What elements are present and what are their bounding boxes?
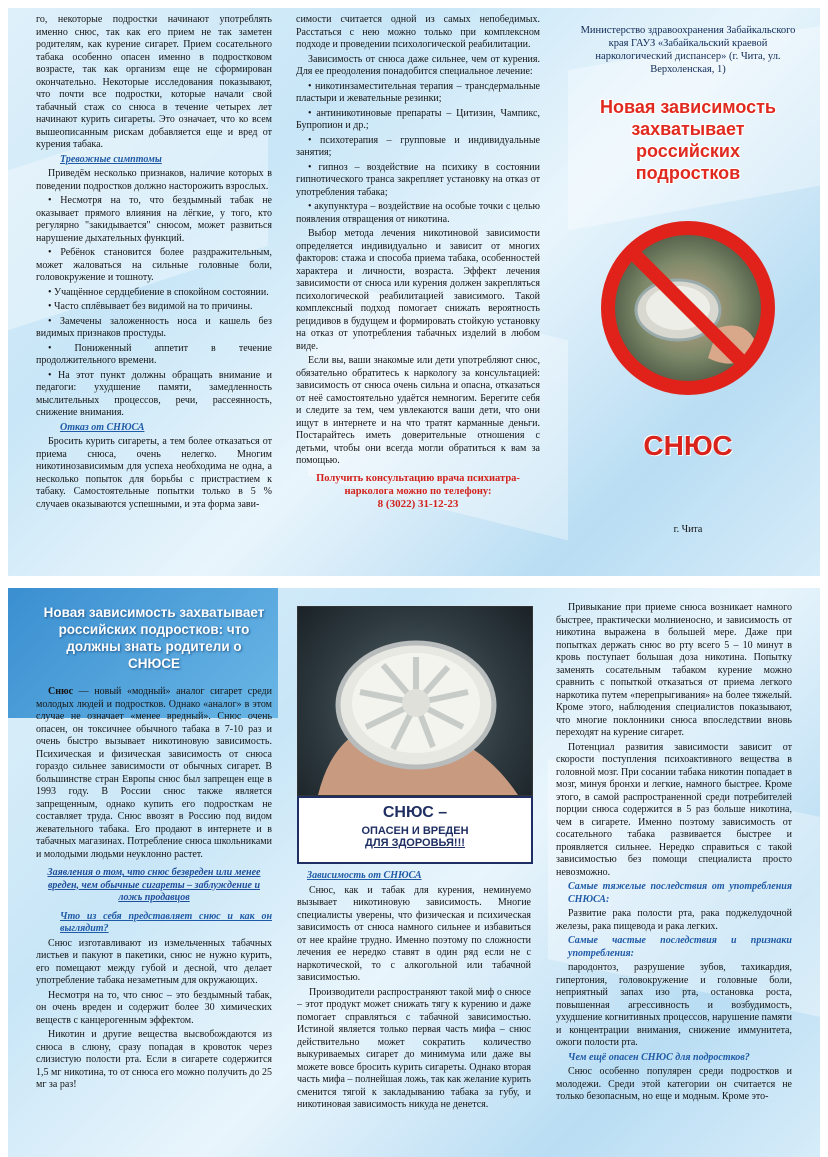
- panel-symptoms: [36, 14, 272, 576]
- paragraph: Выбор метода лечения никотиновой зависимости определяется индивидуально и зависит от многих факторов: стажа и способа приема табака, особенностей характера и личности, возраста. Эффект лечения зависимости от снюса или курения должен закрепляться психологической реабилитацией зависимого. Такой комплексный подход помогает снижать вероятность рецидивов в будущем и формировать стойкую установку на отказ от употребления табачных изделий в любом виде.: [296, 228, 540, 352]
- paragraph: Зависимость от снюса даже сильнее, чем от курения. Для ее преодоления понадобится специальное лечение:: [296, 53, 540, 77]
- snus-tin-photo: [297, 606, 533, 796]
- list-item: • гипноз – воздействие на психику в состоянии гипнотического транса закрепляет установку на отказ от употребления табака;: [296, 161, 540, 198]
- heading-frequent: Самые частые последствия и признаки употребления:: [568, 935, 792, 959]
- list-item: • На этот пункт должны обращать внимание и педагоги: ухудшение памяти, замедленность мыслительных процессов, речи, рассеянность, снижение внимания.: [36, 369, 272, 418]
- warning-line: ОПАСЕН И ВРЕДЕН: [361, 825, 469, 837]
- list-item: • психотерапия – групповые и индивидуальные занятия;: [296, 134, 540, 158]
- paragraph: Производители распространяют такой миф о снюсе – этот продукт может снижать тягу к курению и даже помогает справляться с табачной зависимостью. Истиной является только первая часть мифа – снюс действительно может сократить количество выкуриваемых сигарет до минимума или даже вы можете вовсе бросить курить сигареты. Однако вторая часть мифа – полнейшая ложь, так как желание курить сменится тягой к закладыванию табака за губу, и никотиновая зависимость никуда не денется.: [297, 986, 531, 1110]
- paragraph: Снюс, как и табак для курения, неминуемо вызывает никотиновую зависимость. Многие специалисты уверены, что физическая и психическая зависимость от снюса намного сильнее и избавиться от нее крайне трудно. Именно поэтому по сложности лечения ее нередко ставят в один ряд если не с наркотической, то с алкогольной или табачной зависимостью.: [297, 884, 531, 983]
- list-item: • Пониженный аппетит в течение продолжительного времени.: [36, 342, 272, 366]
- inside-title: Новая зависимость захватывает российских подростков: что должны знать родители о СНЮСЕ: [43, 605, 265, 671]
- panel-dependence: [297, 868, 531, 1157]
- brochure-inside-sheet: [8, 588, 820, 1157]
- list-item: • никотинзаместительная терапия – трансдермальные пластыри и жевательные резинки;: [296, 80, 540, 104]
- paragraph: Снюс особенно популярен среди подростков и молодежи. Среди этой категории он считается не только безопасным, но еще и модным. Кроме это-: [556, 1066, 792, 1102]
- snus-heading: СНЮС: [643, 430, 733, 461]
- heading-dependence: Зависимость от СНЮСА: [307, 870, 422, 881]
- warning-line: ДЛЯ ЗДОРОВЬЯ!!!: [365, 837, 465, 849]
- paragraph: Бросить курить сигареты, а тем более отказаться от приема снюса, очень нелегко. Многим никотинозависимым для успеха необходима не одна, а несколько попыток для борьбы с пристрастием к табаку. Самостоятельные попытки только в 5 % случаев оказываются успешными, и эта форма зави-: [36, 436, 272, 510]
- panel-treatment: [296, 14, 540, 576]
- heading-teen-danger: Чем ещё опасен СНЮС для подростков?: [568, 1051, 750, 1063]
- heading-refusal: Отказ от СНЮСА: [60, 421, 145, 433]
- list-item: • Ребёнок становится более раздражительным, может жаловаться на сильные головные боли, головокружение и тошноту.: [36, 247, 272, 283]
- list-item: • акупунктура – воздействие на особые точки с целью появления отвращения от никотина.: [296, 201, 540, 225]
- phone-number: 8 (3022) 31-12-23: [377, 497, 459, 510]
- list-item: • Замечены заложенность носа и кашель без видимых признаков простуды.: [36, 315, 272, 339]
- panel-intro: [36, 588, 272, 1157]
- heading-what-is: Что из себя представляет снюс и как он выглядит?: [60, 910, 272, 934]
- term-snus: Снюс: [48, 686, 74, 697]
- paragraph: — новый «модный» аналог сигарет среди молодых людей и подростков. Однако «аналог» в этом случае не означает «менее вредный». Снюс очень опасен, он токсичнее обычного табака в 7-10 раз и очень быстро вызывает никотиновую зависимость. Психическая и физическая зависимость от снюса гораздо сильнее зависимости от обычных сигарет. В большинстве стран Европы снюс был запрещен еще в 1993 году. В России снюс также является запрещенным, однако купить его подросткам не составляет труда. Снюс ввозят в Россию под видом жевательного табака. Его продают в интернете и в табачных магазинах. Потребление снюса школьниками и молодыми людьми неуклонно растет.: [36, 686, 272, 860]
- paragraph: Привыкание при приеме снюса возникает намного быстрее, практически молниеносно, и зависимость от никотина выражена в большей мере. Даже при попытках держать снюс во рту всего 5 – 10 минут в кровь поступает большая доза никотина. Попытку заменять сосательным табаком курение можно сравнить с попыткой отказаться от приема легкого наркотика путем «перепрыгивания» на более тяжелый. Кроме этого, наблюдения специалистов показывают, что многие поклонники снюса впоследствии вновь переходят на курение сигарет.: [556, 602, 792, 738]
- ministry-header: Министерство здравоохранения Забайкальского края ГАУЗ «Забайкальский краевой наркологический диспансер» (г. Чита, ул. Верхоленская, 1): [580, 25, 796, 75]
- consultation-text: Получить консультацию врача психиатра-нарколога можно по телефону:: [316, 472, 520, 497]
- list-item: • Учащённое сердцебиение в спокойном состоянии.: [48, 286, 269, 298]
- brochure-outside-sheet: [8, 8, 820, 576]
- panel-cover: [556, 8, 820, 576]
- list-item: • Несмотря на то, что бездымный табак не оказывает прямого влияния на лёгкие, у того, кто регулярно "закидывается" снюсом, может развиться нарушение дыхательных функций.: [36, 195, 272, 244]
- paragraph: го, некоторые подростки начинают употреблять именно снюс, так как его прием не так заметен родителям, как курение сигарет. Прием сосательного табака особенно опасен именно в подростковом возрасте, так как организм еще не сформирован окончательно. Некоторые исследования показывают, что почти все подростки, которые начали свой табачный стаж со снюса в течение четырех лет начинают курить сигареты. Это означает, что ко всем вышеописанным рискам добавляется еще и вред от курения табака.: [36, 14, 272, 150]
- heading-symptoms: Тревожные симптомы: [60, 153, 162, 165]
- paragraph: Приведём несколько признаков, наличие которых в поведении подростков должно насторожить взрослых.: [36, 168, 272, 192]
- paragraph: Развитие рака полости рта, рака поджелудочной железы, рака пищевода и рака легких.: [556, 908, 792, 932]
- panel-consequences: [556, 602, 792, 1157]
- paragraph: Снюс изготавливают из измельченных табачных листьев и пакуют в пакетики, снюс не нужно курить, его помещают между губой и десной, что делает употребление табака незаметным для окружающих.: [36, 937, 272, 986]
- list-item: • Часто сплёвывает без видимой на то причины.: [48, 301, 253, 312]
- myth-warning: Заявления о том, что снюс безвреден или менее вреден, чем обычные сигареты – заблуждение и ложь продавцов: [47, 867, 261, 903]
- city-label: г. Чита: [673, 524, 703, 535]
- no-snus-sign-icon: [598, 218, 778, 398]
- list-item: • антиникотиновые препараты – Цитизин, Чампикс, Бупропион и др.;: [296, 107, 540, 131]
- paragraph: Потенциал развития зависимости зависит от скорости поступления психоактивного вещества в головной мозг. При сосании табака никотин попадает в мозг, минуя бронхи и легкие, намного быстрее. Кроме этого, в самой распространенной среди потребителей порции снюса содержится в 5 раз больше никотина, чем в сигарете. Именно поэтому зависимость от сосательного табака развивается быстрее и проявляется сильнее. Нередко справиться с такой зависимостью без помощи специалиста просто невозможно.: [556, 741, 792, 878]
- paragraph: симости считается одной из самых непобедимых. Расстаться с нею можно только при комплексном подходе и проведении психологической реабилитации.: [296, 14, 540, 50]
- heading-severe: Самые тяжелые последствия от употребления СНЮСА:: [568, 881, 792, 905]
- paragraph: Несмотря на то, что снюс – это бездымный табак, он очень вреден и содержит более 30 химических веществ с канцерогенным эффектом.: [36, 989, 272, 1026]
- paragraph: Если вы, ваши знакомые или дети употребляют снюс, обязательно обратитесь к наркологу за консультацией: зависимость от снюса очень сильна и опасна, отказаться от неё самостоятельно удаётся немногим. Берегите себя и следите за тем, чем увлекаются ваши дети, что они ищут в интернете и на что тратят карманные деньги. Постарайтесь иметь доверительные отношения с детьми, чтобы они всегда могли обратиться к вам за помощью.: [296, 355, 540, 466]
- paragraph: пародонтоз, разрушение зубов, тахикардия, гипертония, головокружение и головные боли, неприятный запах изо рта, остановка роста, повышенная агрессивность и возбудимость, ухудшение когнитивных процессов, нарушение памяти и концентрации внимания, снижение иммунитета, ожоги полости рта.: [556, 962, 792, 1048]
- cover-title: Новая зависимость захватывает российских подростков: [600, 97, 776, 183]
- warning-box: [297, 796, 533, 864]
- warning-line: СНЮС –: [382, 804, 448, 821]
- paragraph: Никотин и другие вещества высвобождаются из снюса в слюну, сразу попадая в кровоток через слизистую полости рта. Если в сигарете содержится 1,5 мг никотина, то от снюса его можно получить до 25 мг за раз!: [36, 1029, 272, 1090]
